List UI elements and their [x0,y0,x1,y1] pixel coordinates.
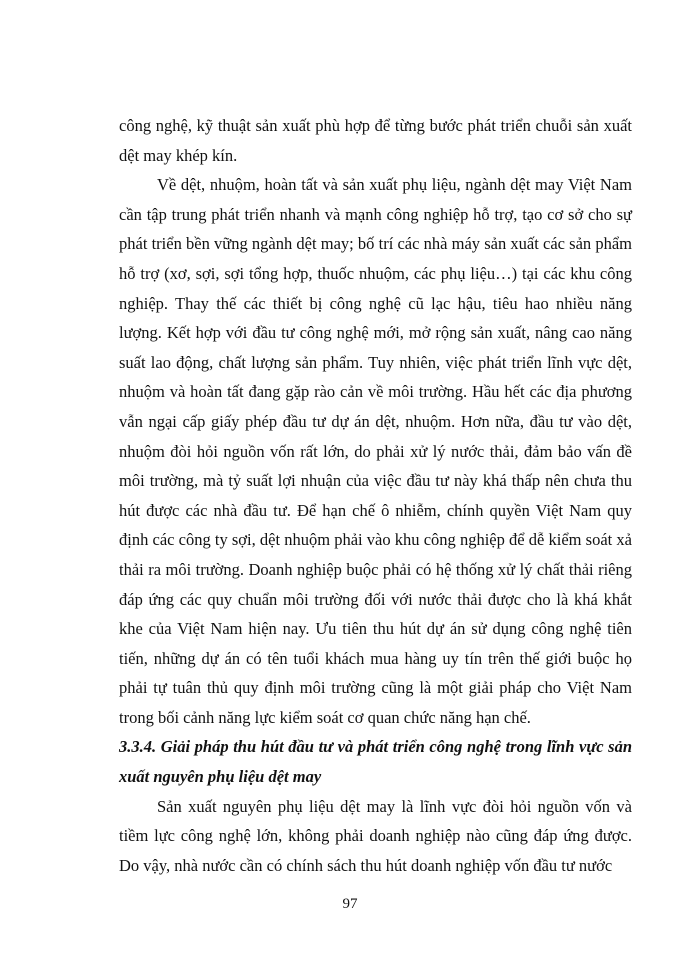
section-heading-3-3-4: 3.3.4. Giải pháp thu hút đầu tư và phát triển công nghệ trong lĩnh vực sản xuất nguyên phụ liệu dệt may [119,737,632,787]
page-body [119,111,632,880]
paragraph-raw-materials: Sản xuất nguyên phụ liệu dệt may là lĩnh vực đòi hỏi nguồn vốn và tiềm lực công nghệ lớn, không phải doanh nghiệp nào cũng đáp ứng được. Do vậy, nhà nước cần có chính sách thu hút doanh nghiệp vốn đầu tư nước [119,796,632,875]
paragraph-continuation: công nghệ, kỹ thuật sản xuất phù hợp để từng bước phát triển chuỗi sản xuất dệt may khép kín. [119,116,632,165]
page-number: 97 [342,896,358,912]
paragraph-textile-dyeing: Về dệt, nhuộm, hoàn tất và sản xuất phụ liệu, ngành dệt may Việt Nam cần tập trung phát triển nhanh và mạnh công nghiệp hỗ trợ, tạo cơ sở cho sự phát triển bền vững ngành dệt may; bố trí các nhà máy sản xuất các sản phẩm hỗ trợ (xơ, sợi, sợi tổng hợp, thuốc nhuộm, các phụ liệu…) tại các khu công nghiệp. Thay thế các thiết bị công nghệ cũ lạc hậu, tiêu hao nhiều năng lượng. Kết hợp với đầu tư công nghệ mới, mở rộng sản xuất, nâng cao năng suất lao động, chất lượng sản phẩm. Tuy nhiên, việc phát triển lĩnh vực dệt, nhuộm và hoàn tất đang gặp rào cản về môi trường. Hầu hết các địa phương vẫn ngại cấp giấy phép đầu tư dự án dệt, nhuộm. Hơn nữa, đầu tư vào dệt, nhuộm đòi hỏi nguồn vốn rất lớn, do phải xử lý nước thải, đảm bảo vấn đề môi trường, mà tỷ suất lợi nhuận của việc đầu tư này khá thấp nên chưa thu hút được các nhà đầu tư. Để hạn chế ô nhiễm, chính quyền Việt Nam quy định các công ty sợi, dệt nhuộm phải vào khu công nghiệp để dễ kiểm soát xả thải ra môi trường. Doanh nghiệp buộc phải có hệ thống xử lý chất thải riêng đáp ứng các quy chuẩn môi trường đối với nước thải được cho là khá khắt khe của Việt Nam hiện nay. Ưu tiên thu hút dự án sử dụng công nghệ tiên tiến, những dự án có tên tuổi khách mua hàng uy tín trên thế giới buộc họ phải tự tuân thủ quy định môi trường cũng là một giải pháp cho Việt Nam trong bối cảnh năng lực kiểm soát cơ quan chức năng hạn chế. [119,175,632,727]
